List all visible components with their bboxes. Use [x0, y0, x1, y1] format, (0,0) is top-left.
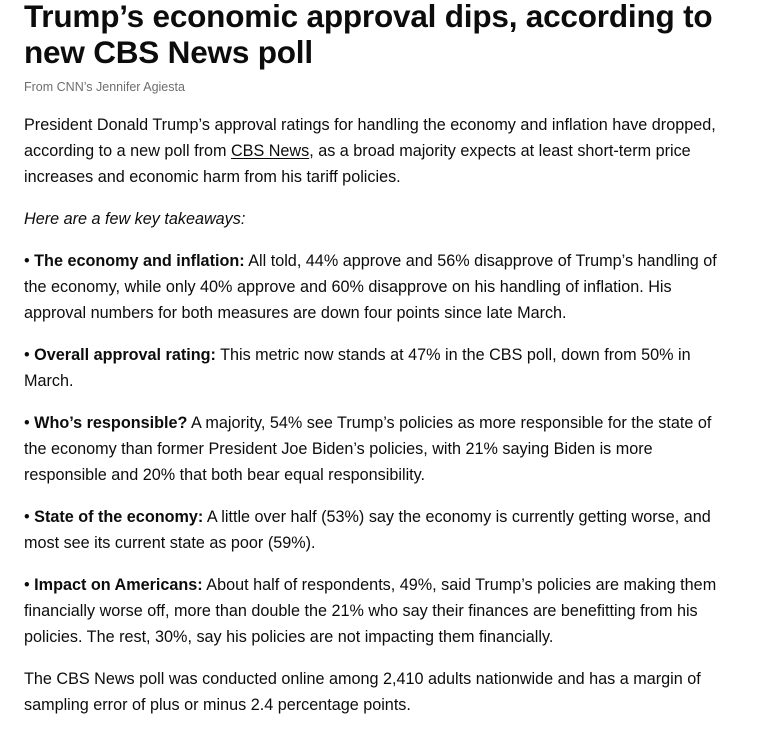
headline: Trump’s economic approval dips, according to new CBS News poll	[24, 0, 713, 70]
cbs-news-link[interactable]: CBS News	[230, 142, 310, 160]
bullet-state-of-economy	[24, 504, 733, 556]
intro-paragraph	[24, 112, 733, 190]
bullet-text: This metric now stands at 47% in the CBS poll, down from 50% in March.	[24, 346, 691, 390]
bullet-marker: •	[24, 252, 35, 270]
bullet-whos-responsible	[24, 410, 733, 488]
bullet-lead: Overall approval rating:	[34, 346, 216, 364]
intro-text-before-link: President Donald Trump’s approval ratings for handling the economy and inflation have dropped, according to a new poll from	[24, 116, 716, 160]
bullet-economy-inflation	[24, 248, 733, 326]
bullet-overall-approval	[24, 342, 733, 394]
bullet-text: A little over half (53%) say the economy is currently getting worse, and most see its current state as poor (59%).	[24, 508, 711, 552]
bullet-marker: •	[24, 346, 35, 364]
bullet-text: About half of respondents, 49%, said Trump’s policies are making them financially worse off, more than double the 21% who say their finances are benefitting from his policies. The rest, 30%, say his policies are not impacting them financially.	[24, 576, 717, 646]
bullet-lead: State of the economy:	[34, 508, 204, 526]
bullet-marker: •	[24, 576, 35, 594]
takeaways-intro: Here are a few key takeaways:	[24, 210, 246, 228]
bullet-text: All told, 44% approve and 56% disapprove of Trump’s handling of the economy, while only 40% approve and 60% disapprove on his handling of inflation. His approval numbers for both measures are down four points since late March.	[24, 252, 717, 322]
bullet-lead: The economy and inflation:	[34, 252, 245, 270]
byline: From CNN’s Jennifer Agiesta	[24, 80, 185, 94]
bullet-lead: Impact on Americans:	[34, 576, 203, 594]
bullet-lead: Who’s responsible?	[34, 414, 188, 432]
intro-text-after-link: , as a broad majority expects at least short-term price increases and economic harm from his tariff policies.	[24, 142, 691, 186]
bullet-marker: •	[24, 414, 35, 432]
bullet-marker: •	[24, 508, 35, 526]
bullet-impact-on-americans	[24, 572, 733, 650]
bullet-text: A majority, 54% see Trump’s policies as more responsible for the state of the economy than former President Joe Biden’s policies, with 21% saying Biden is more responsible and 20% that both bear equal responsibility.	[24, 414, 712, 484]
methodology-paragraph: The CBS News poll was conducted online among 2,410 adults nationwide and has a margin of sampling error of plus or minus 2.4 percentage points.	[24, 670, 701, 714]
